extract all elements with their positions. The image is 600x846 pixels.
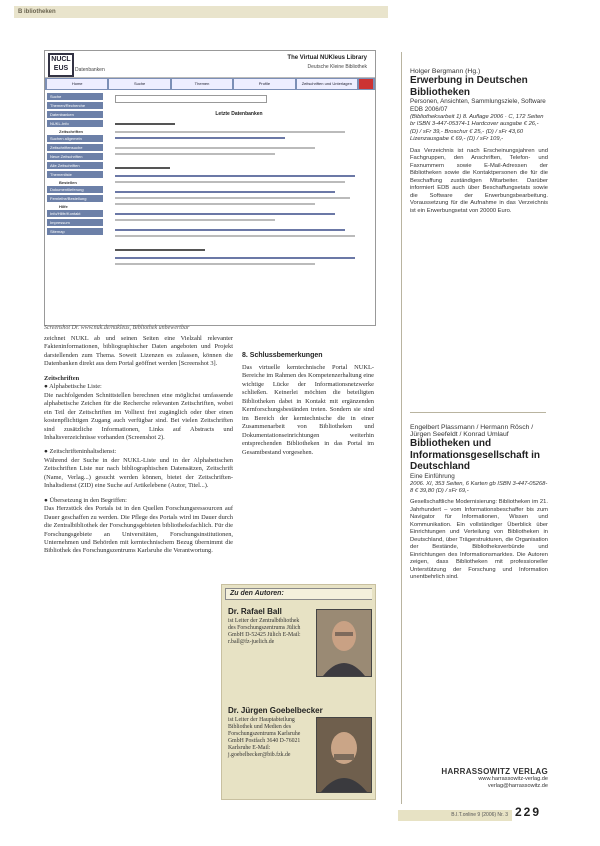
screenshot-sidebar	[47, 93, 103, 237]
section-heading: 8. Schlussbemerkungen	[242, 352, 323, 359]
book-description: Das Verzeichnis ist nach Erscheinungsjahren und Fachgruppen, den Anschriften, Telefon- und Faxnummern sowie E-Mail-Adressen der Bibliotheken sowie die Kontaktpersonen die für die Beschaffung zuständigen Mitarbeiter. Darüber informiert EDB auch über Beschaffungsetats sowie die Software der Erwerbungsbearbeitung. Voraussetzung für die Aufnahme in das Verzeichnis ist ein Erwerbungsetat von 20000 Euro.	[410, 147, 548, 214]
author-name: Dr. Jürgen Goebelbecker	[228, 706, 323, 715]
screenshot-site-title: The Virtual NUKleus Library	[287, 55, 367, 61]
screenshot-sidebar-heading: Bestellen	[59, 180, 77, 185]
subheading-zeitschriften: Zeitschriften	[44, 374, 80, 382]
bullet-text: Während der Suche in der NUKL-Liste und in der Alphabetischen Zeitschriften Liste nur nach bibliographischen Datensätzen, Zeitschrift (Name, Verlag...) gesucht werden können, bietet der Zeitschriften-Inhaltsdienst (ZID) eine Suche auf Artikelebene (Autor, Titel...).	[44, 456, 233, 490]
nucleus-logo: NUCL EUS	[48, 53, 74, 77]
footer-journal: B.I.T.online 9 (2006) Nr. 3	[398, 810, 512, 821]
book-ad-1	[410, 68, 548, 215]
screenshot-banner	[45, 51, 375, 78]
authors-box	[221, 584, 376, 800]
publisher-block	[410, 767, 548, 790]
screenshot-search-field	[115, 95, 267, 103]
screenshot-nav-home: Home	[47, 79, 107, 89]
page-number: 229	[515, 805, 542, 819]
screenshot-nav-themen: Themen	[172, 79, 232, 89]
bullet-text: Das Herzstück des Portals ist in den Quellen Forschungsressourcen auf Dauer geschaffen zu werden. Die Pflege des Portals wird im Dauer durch die Zentralbibliothek der Forschungsgebieten bibliotheksfachlich. Für die Forschungsgebiete an Universitäten, Forschungsinstitutionen, Unternehmen und Behörden mit kerntechnischem Bezug übernimmt die Bibliothek des Forschungszentrums Karlsruhe die Verantwortung.	[44, 505, 233, 555]
bullet-title: Übersetzung in den Begriffen:	[49, 496, 127, 504]
book-meta: (Bibliotheksarbeit 1) 8. Auflage 2006 · C, 172 Seiten br ISBN 3-447-05374-1 Hardcover ausgabe € 26,- (D) / sFr 39,- Broschur € 25,- (D) / sFr 43,60 Lizenzausgabe € 69,- (D) / sFr 109,-	[410, 114, 544, 143]
publisher-mail: verlag@harrassowitz.de	[487, 783, 548, 789]
screenshot-sidebar-item: Alle Zeitschriften	[47, 162, 103, 169]
advertisement-sidebar	[401, 52, 562, 804]
screenshot-sidebar-item: Suchen allgemein	[47, 135, 103, 142]
flag-icon	[359, 79, 373, 89]
article-column-1	[44, 335, 233, 556]
sidebar-divider	[410, 412, 546, 413]
screenshot-sidebar-item: Themenliste	[47, 171, 103, 178]
book-description: Gesellschaftliche Modernisierung: Bibliotheken im 21. Jahrhundert – vom Informationsbeschaffer bis zum Navigator für Informationen, Wissen und Kommunikation. Ein vollständiger Überblick über Einrichtungen und Verteilung von Bibliotheken in Deutschland, über Trägerstrukturen, die Organisation der Bestände, Bibliotheksverbünde und Einrichtungen des Informationsmarktes. Die Autoren zeigen, dass Bibliotheken mit professioneller Unterstützung der Forschung und Information unentbehrlich sind.	[410, 499, 548, 581]
screenshot-nav-zeitschriften: Zeitschriften und Unterlagen	[297, 79, 357, 89]
screenshot-sidebar-item: Neue Zeitschriften	[47, 153, 103, 160]
book-title: Erwerbung in Deutschen Bibliotheken	[410, 75, 528, 98]
book-editor: Holger Bergmann (Hg.)	[410, 68, 481, 75]
screenshot-nav-suche: Suche	[109, 79, 169, 89]
bullet-title: Zeitschrifteninhaltsdienst:	[49, 448, 117, 456]
book-editor: Engelbert Plassmann / Hermann Rösch / Jürgen Seefeldt / Konrad Umlauf	[410, 424, 534, 438]
screenshot-sidebar-item: Themen/Recherche	[47, 102, 103, 109]
screenshot-sidebar-item: Impressum	[47, 219, 103, 226]
book-meta: 2006. XI, 353 Seiten, 6 Karten gb ISBN 3-447-05268-8 € 39,80 (D) / sFr 69,-	[410, 480, 548, 494]
article-column-2	[242, 364, 374, 457]
screenshot-site-subtitle: Deutsche Kleine Bibliothek	[307, 64, 367, 70]
publisher-web: www.harrassowitz-verlag.de	[478, 776, 548, 782]
author-bio: ist Leiter der Hauptabteilung Bibliothek und Medien des Forschungszentrums Karlsruhe GmbH Postfach 3640 D-76021 Karlsruhe E-Mail: j.goebelbecker@bib.fzk.de	[228, 717, 301, 758]
col1-intro: zeichnet NUKL ab und seinen Seiten eine Vielzahl relevanter Fakteninformationen, bibliographischer Daten angeboten und Projekt darstellenden zum Thema. Soweit Lizenzen es zulassen, können die Datenbanken direkt aus dem Portal geöffnet werden [Screenshot 3].	[44, 335, 233, 368]
publisher-name: HARRASSOWITZ VERLAG	[441, 767, 548, 776]
author-name: Dr. Rafael Ball	[228, 607, 282, 616]
bullet-icon: ●	[44, 383, 50, 391]
screenshot-sidebar-item: Info/Hilfe/Kontakt	[47, 210, 103, 217]
screenshot-sidebar-heading: Hilfe	[59, 204, 68, 209]
bullet-icon: ●	[44, 496, 50, 504]
running-head: B ibliotheken	[14, 6, 388, 18]
author-photo	[316, 609, 372, 677]
author-photo	[316, 717, 372, 793]
screenshot-nav-profile: Profile	[234, 79, 294, 89]
screenshot-sidebar-item: Fernleihe/Bestellung	[47, 195, 103, 202]
screenshot-sidebar-item: Dokumentlieferung	[47, 186, 103, 193]
screenshot-sidebar-item: Suche	[47, 93, 103, 100]
bullet-text: Die nachfolgenden Schnittstellen berechnen eine möglichst umfassende alphabetische Zeichen für die Recherche relevanten Zeitschriften, wobei ein Teil der Zeitschriften im Volltext frei zugänglich oder über einen kostenpflichtigen Zugang auch verfügbar sind. Bei vielen Zeitschriften sind zusätzliche Informationen, Links auf Abstracts und Inhaltsverzeichnisse vorhanden (Screenshot 2).	[44, 391, 233, 441]
book-subtitle: Personen, Ansichten, Sammlungsziele, Software EDB 2006/07	[410, 98, 546, 113]
authors-heading: Zu den Autoren:	[225, 588, 372, 600]
bullet-icon: ●	[44, 448, 50, 456]
screenshot-sidebar-item: Datenbanken	[47, 111, 103, 118]
screenshot-list-title: Letzte Datenbanken	[215, 111, 263, 117]
screenshot-navbar	[45, 78, 375, 90]
screenshot-sidebar-heading: Zeitschriften	[59, 129, 84, 134]
book-subtitle: Eine Einführung	[410, 472, 455, 480]
book-ad-2	[410, 424, 548, 582]
screenshot-sidebar-item: Zeitschriftensuche	[47, 144, 103, 151]
portal-screenshot	[44, 50, 376, 326]
author-bio: ist Leiter der Zentralbibliothek des Forschungszentrums Jülich GmbH D-52425 Jülich E-Mail: r.ball@fz-juelich.de	[228, 618, 301, 645]
screenshot-caption: Screenshot Dr. www.nuk.de/nukleus, Bibliothek unbewertbar	[44, 325, 190, 331]
screenshot-sidebar-item: NUKL-Info	[47, 120, 103, 127]
col2-text: Das virtuelle kerntechnische Portal NUKL-Bereiche im Rahmen des Kompetenzerhaltung eine wichtige Lücke der Informationsnetzwerke schließen. Keinerlei möchten die beteiligten Bibliotheken dabei in Kontakt mit ergänzenden Kernforschungsbeständen treten. Sondern sie sind im Bereich der kerntechnische die in einer Zusammenarbeit von Bibliotheken und Dokumentationseinrichtungen weiterhin entsprechenden Bibliotheken in das Portal im Gesamtbestand vorgesehen.	[242, 364, 374, 456]
screenshot-tag: Datenbanken	[75, 67, 105, 73]
screenshot-main	[109, 95, 369, 321]
bullet-title: Alphabetische Liste:	[49, 383, 102, 391]
screenshot-sidebar-item: Sitemap	[47, 228, 103, 235]
book-title: Bibliotheken und Informationsgesellschaft in Deutschland	[410, 438, 541, 472]
